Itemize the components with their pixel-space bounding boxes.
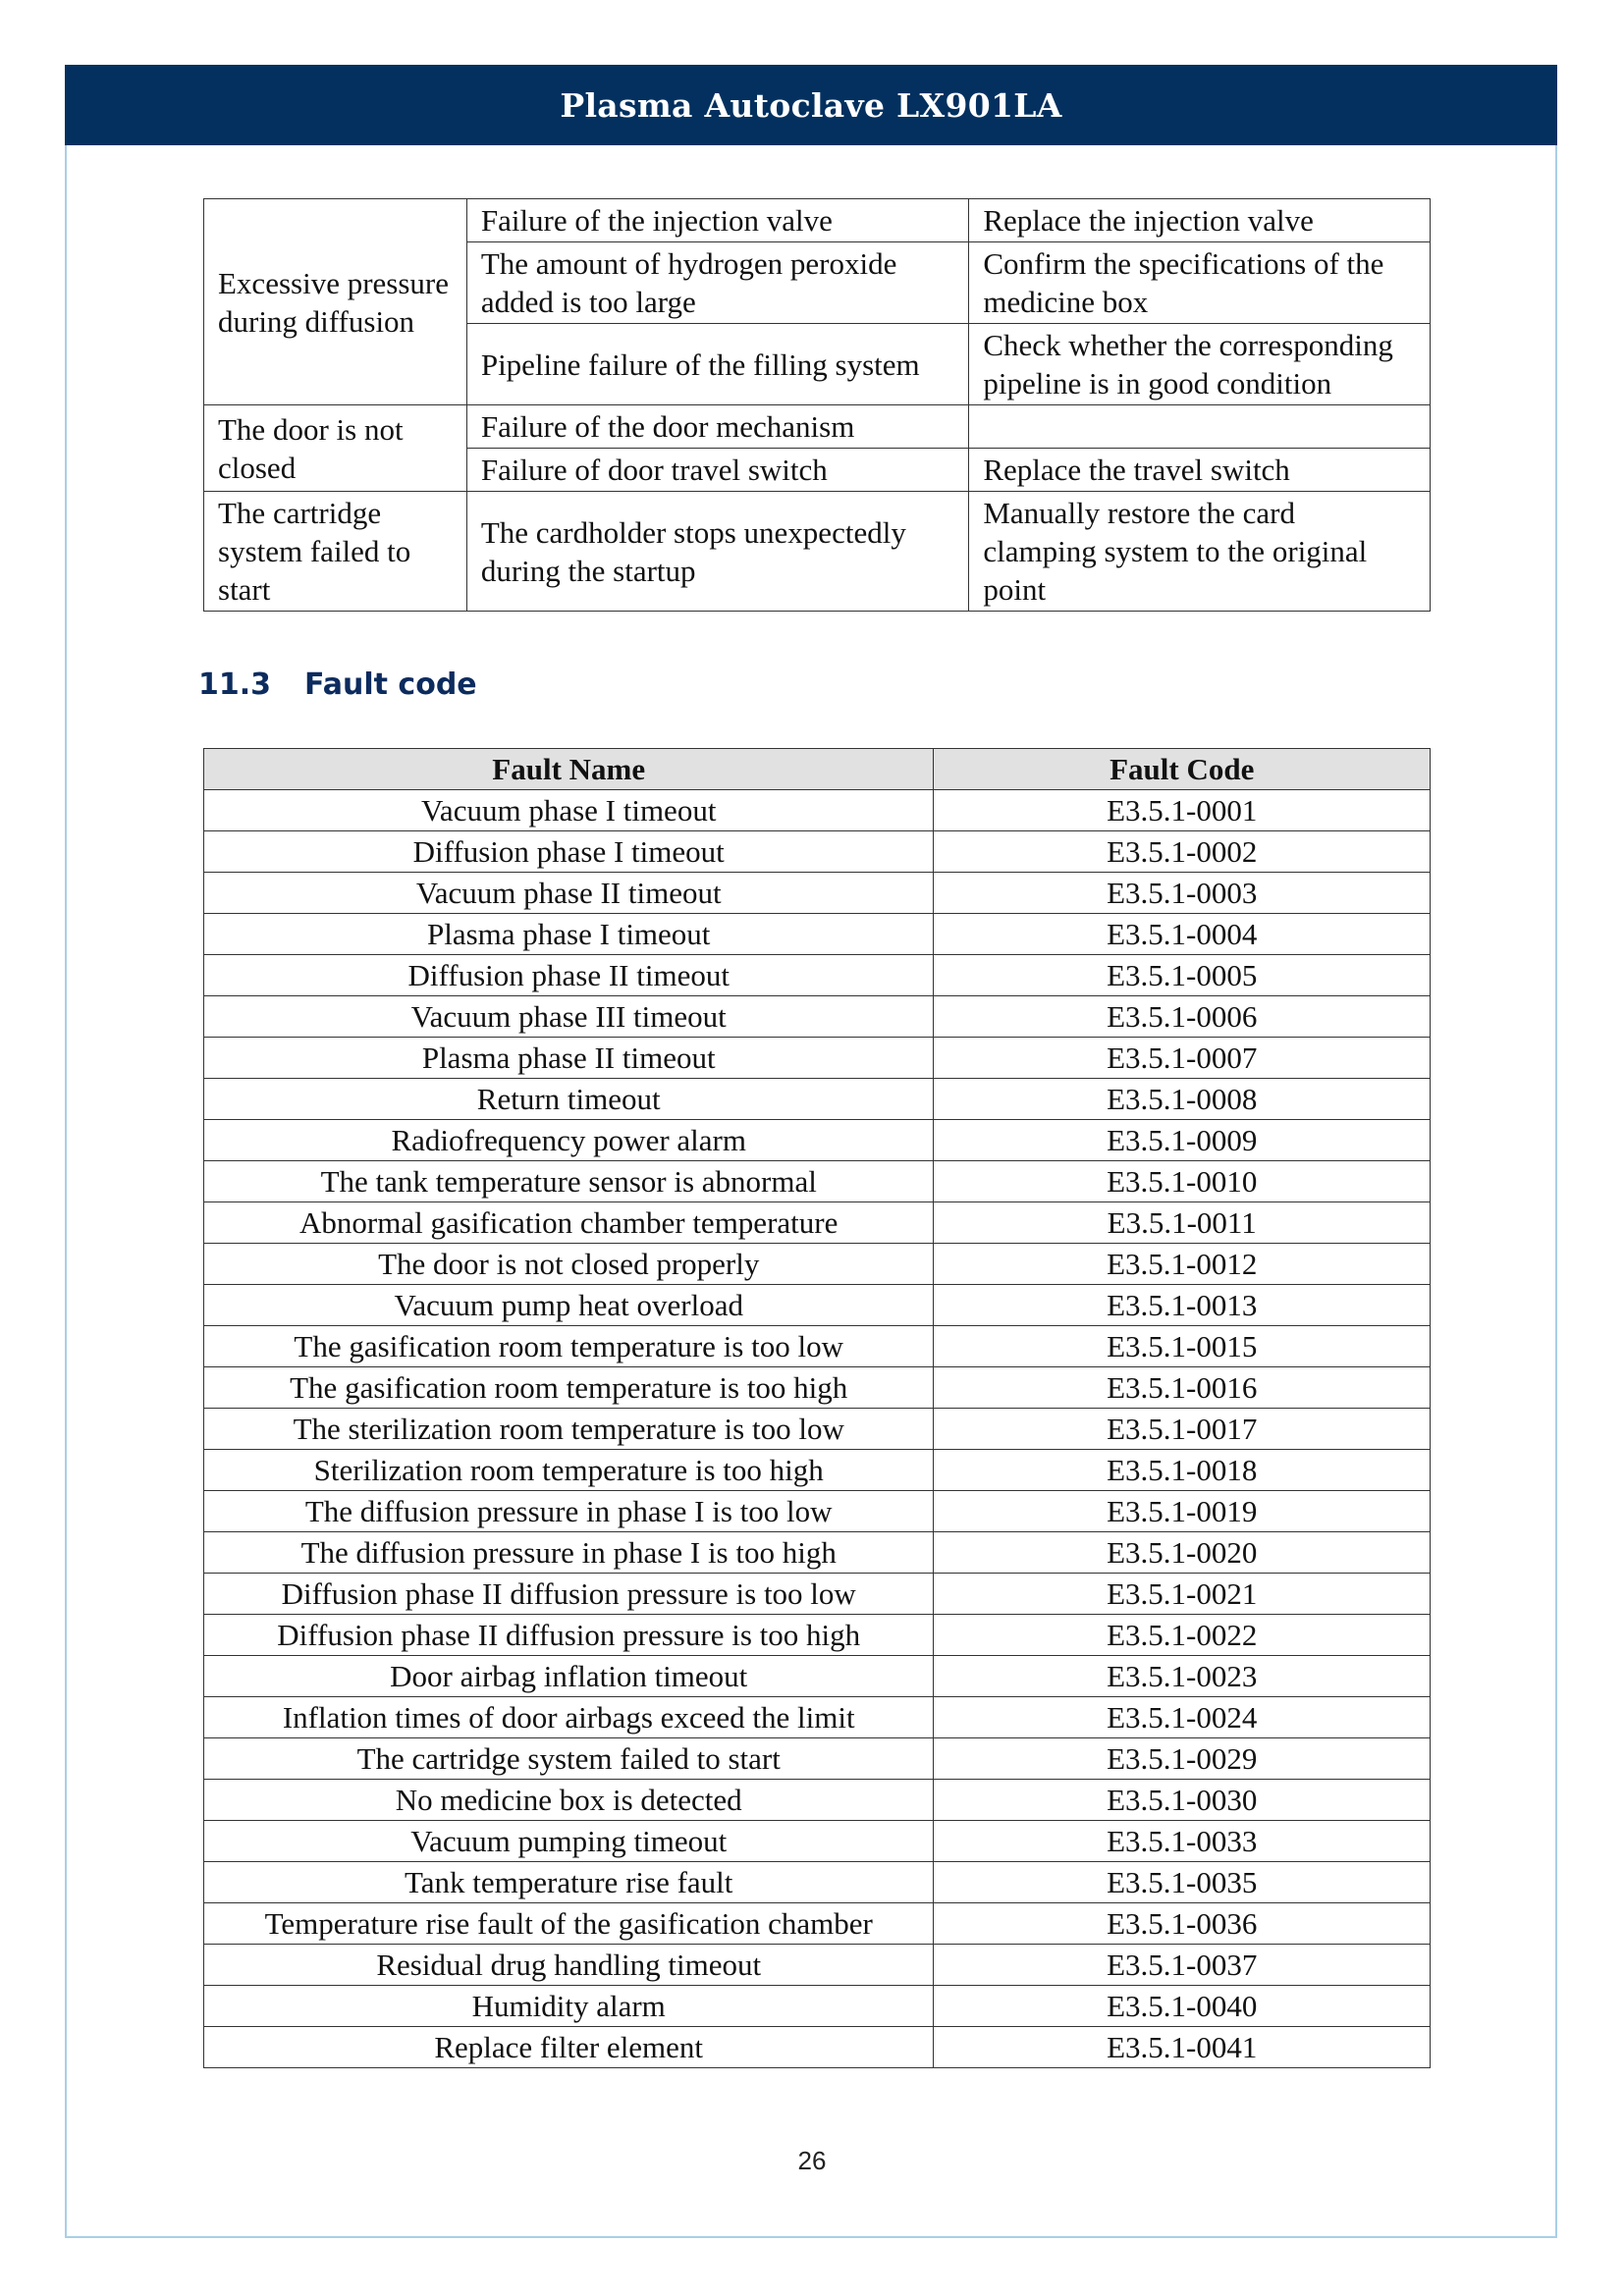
fault-name-cell: The sterilization room temperature is too low bbox=[204, 1409, 934, 1450]
fault-name-cell: Vacuum phase II timeout bbox=[204, 873, 934, 914]
fault-code-cell: E3.5.1-0019 bbox=[934, 1491, 1431, 1532]
fault-code-cell: E3.5.1-0008 bbox=[934, 1079, 1431, 1120]
fault-code-cell: E3.5.1-0023 bbox=[934, 1656, 1431, 1697]
solution-cell: Confirm the specifications of the medicine box bbox=[969, 242, 1431, 324]
table-row bbox=[204, 1244, 1431, 1285]
table-row bbox=[204, 1574, 1431, 1615]
document-header bbox=[65, 65, 1557, 145]
fault-code-cell: E3.5.1-0009 bbox=[934, 1120, 1431, 1161]
section-number: 11.3 bbox=[198, 667, 272, 702]
fault-code-cell: E3.5.1-0002 bbox=[934, 831, 1431, 873]
fault-name-cell: Plasma phase II timeout bbox=[204, 1038, 934, 1079]
table-row bbox=[204, 1821, 1431, 1862]
fault-name-cell: The diffusion pressure in phase I is too low bbox=[204, 1491, 934, 1532]
fault-code-cell: E3.5.1-0006 bbox=[934, 996, 1431, 1038]
table-row bbox=[204, 1285, 1431, 1326]
table-row bbox=[204, 1161, 1431, 1202]
fault-code-cell: E3.5.1-0029 bbox=[934, 1738, 1431, 1780]
fault-code-cell: E3.5.1-0037 bbox=[934, 1945, 1431, 1986]
fault-code-cell: E3.5.1-0001 bbox=[934, 790, 1431, 831]
table-row bbox=[204, 1615, 1431, 1656]
table-row bbox=[204, 405, 1431, 449]
fault-code-cell: E3.5.1-0036 bbox=[934, 1903, 1431, 1945]
table-row bbox=[204, 1079, 1431, 1120]
table-row bbox=[204, 1532, 1431, 1574]
fault-name-cell: Humidity alarm bbox=[204, 1986, 934, 2027]
solution-cell bbox=[969, 405, 1431, 449]
cause-cell: Pipeline failure of the filling system bbox=[466, 324, 969, 405]
column-header-fault-name: Fault Name bbox=[204, 749, 934, 790]
table-row bbox=[204, 831, 1431, 873]
fault-name-cell: The gasification room temperature is too low bbox=[204, 1326, 934, 1367]
fault-code-cell: E3.5.1-0024 bbox=[934, 1697, 1431, 1738]
solution-cell: Manually restore the card clamping system to the original point bbox=[969, 492, 1431, 612]
cause-cell: The amount of hydrogen peroxide added is too large bbox=[466, 242, 969, 324]
fault-name-cell: Inflation times of door airbags exceed the limit bbox=[204, 1697, 934, 1738]
fault-name-cell: Diffusion phase I timeout bbox=[204, 831, 934, 873]
fault-code-cell: E3.5.1-0015 bbox=[934, 1326, 1431, 1367]
fault-name-cell: Diffusion phase II diffusion pressure is too high bbox=[204, 1615, 934, 1656]
fault-name-cell: No medicine box is detected bbox=[204, 1780, 934, 1821]
fault-code-cell: E3.5.1-0007 bbox=[934, 1038, 1431, 1079]
section-title: Fault code bbox=[304, 667, 477, 702]
fault-code-cell: E3.5.1-0020 bbox=[934, 1532, 1431, 1574]
table-row bbox=[204, 1656, 1431, 1697]
fault-name-cell: Residual drug handling timeout bbox=[204, 1945, 934, 1986]
fault-name-cell: Door airbag inflation timeout bbox=[204, 1656, 934, 1697]
problem-cell: The door is not closed bbox=[204, 405, 467, 492]
table-row bbox=[204, 996, 1431, 1038]
fault-name-cell: The cartridge system failed to start bbox=[204, 1738, 934, 1780]
table-row bbox=[204, 1120, 1431, 1161]
cause-cell: Failure of the injection valve bbox=[466, 199, 969, 242]
fault-name-cell: Return timeout bbox=[204, 1079, 934, 1120]
cause-cell: Failure of door travel switch bbox=[466, 449, 969, 492]
solution-cell: Check whether the corresponding pipeline is in good condition bbox=[969, 324, 1431, 405]
table-row bbox=[204, 1326, 1431, 1367]
fault-name-cell: The door is not closed properly bbox=[204, 1244, 934, 1285]
table-row bbox=[204, 790, 1431, 831]
fault-name-cell: Vacuum pump heat overload bbox=[204, 1285, 934, 1326]
fault-name-cell: Vacuum phase III timeout bbox=[204, 996, 934, 1038]
table-row bbox=[204, 1780, 1431, 1821]
fault-code-cell: E3.5.1-0003 bbox=[934, 873, 1431, 914]
fault-name-cell: Tank temperature rise fault bbox=[204, 1862, 934, 1903]
table-row bbox=[204, 955, 1431, 996]
table-row bbox=[204, 873, 1431, 914]
solution-cell: Replace the travel switch bbox=[969, 449, 1431, 492]
table-row bbox=[204, 1491, 1431, 1532]
table-row bbox=[204, 492, 1431, 612]
fault-code-cell: E3.5.1-0035 bbox=[934, 1862, 1431, 1903]
fault-name-cell: Diffusion phase II diffusion pressure is too low bbox=[204, 1574, 934, 1615]
table-row bbox=[204, 1738, 1431, 1780]
fault-code-cell: E3.5.1-0012 bbox=[934, 1244, 1431, 1285]
cause-cell: The cardholder stops unexpectedly during the startup bbox=[466, 492, 969, 612]
fault-code-cell: E3.5.1-0004 bbox=[934, 914, 1431, 955]
table-header-row bbox=[204, 749, 1431, 790]
table-row bbox=[204, 1409, 1431, 1450]
page-number: 26 bbox=[797, 2146, 827, 2175]
fault-code-table bbox=[203, 748, 1431, 2068]
table-row bbox=[204, 1697, 1431, 1738]
fault-name-cell: Vacuum pumping timeout bbox=[204, 1821, 934, 1862]
fault-code-cell: E3.5.1-0017 bbox=[934, 1409, 1431, 1450]
document-title: Plasma Autoclave LX901LA bbox=[560, 85, 1062, 125]
fault-name-cell: Temperature rise fault of the gasification chamber bbox=[204, 1903, 934, 1945]
troubleshooting-table bbox=[203, 198, 1431, 612]
table-row bbox=[204, 1367, 1431, 1409]
table-row bbox=[204, 199, 1431, 242]
table-row bbox=[204, 2027, 1431, 2068]
fault-code-cell: E3.5.1-0033 bbox=[934, 1821, 1431, 1862]
table-row bbox=[204, 1903, 1431, 1945]
fault-code-cell: E3.5.1-0013 bbox=[934, 1285, 1431, 1326]
table-row bbox=[204, 1202, 1431, 1244]
solution-cell: Replace the injection valve bbox=[969, 199, 1431, 242]
problem-cell: Excessive pressure during diffusion bbox=[204, 199, 467, 405]
fault-name-cell: Abnormal gasification chamber temperature bbox=[204, 1202, 934, 1244]
fault-code-cell: E3.5.1-0016 bbox=[934, 1367, 1431, 1409]
table-row bbox=[204, 1986, 1431, 2027]
table-row bbox=[204, 1945, 1431, 1986]
fault-code-cell: E3.5.1-0011 bbox=[934, 1202, 1431, 1244]
cause-cell: Failure of the door mechanism bbox=[466, 405, 969, 449]
fault-code-cell: E3.5.1-0005 bbox=[934, 955, 1431, 996]
table-row bbox=[204, 1862, 1431, 1903]
problem-cell: The cartridge system failed to start bbox=[204, 492, 467, 612]
section-heading bbox=[198, 667, 477, 702]
fault-name-cell: Radiofrequency power alarm bbox=[204, 1120, 934, 1161]
fault-code-cell: E3.5.1-0040 bbox=[934, 1986, 1431, 2027]
fault-name-cell: Plasma phase I timeout bbox=[204, 914, 934, 955]
fault-name-cell: Replace filter element bbox=[204, 2027, 934, 2068]
fault-name-cell: Vacuum phase I timeout bbox=[204, 790, 934, 831]
column-header-fault-code: Fault Code bbox=[934, 749, 1431, 790]
fault-code-cell: E3.5.1-0018 bbox=[934, 1450, 1431, 1491]
fault-code-cell: E3.5.1-0021 bbox=[934, 1574, 1431, 1615]
table-row bbox=[204, 1450, 1431, 1491]
fault-name-cell: Sterilization room temperature is too high bbox=[204, 1450, 934, 1491]
fault-name-cell: The tank temperature sensor is abnormal bbox=[204, 1161, 934, 1202]
fault-code-cell: E3.5.1-0010 bbox=[934, 1161, 1431, 1202]
fault-name-cell: Diffusion phase II timeout bbox=[204, 955, 934, 996]
table-row bbox=[204, 914, 1431, 955]
fault-code-cell: E3.5.1-0041 bbox=[934, 2027, 1431, 2068]
fault-name-cell: The diffusion pressure in phase I is too high bbox=[204, 1532, 934, 1574]
fault-code-cell: E3.5.1-0030 bbox=[934, 1780, 1431, 1821]
fault-name-cell: The gasification room temperature is too high bbox=[204, 1367, 934, 1409]
table-row bbox=[204, 1038, 1431, 1079]
fault-code-cell: E3.5.1-0022 bbox=[934, 1615, 1431, 1656]
fault-table-body bbox=[204, 790, 1431, 2068]
